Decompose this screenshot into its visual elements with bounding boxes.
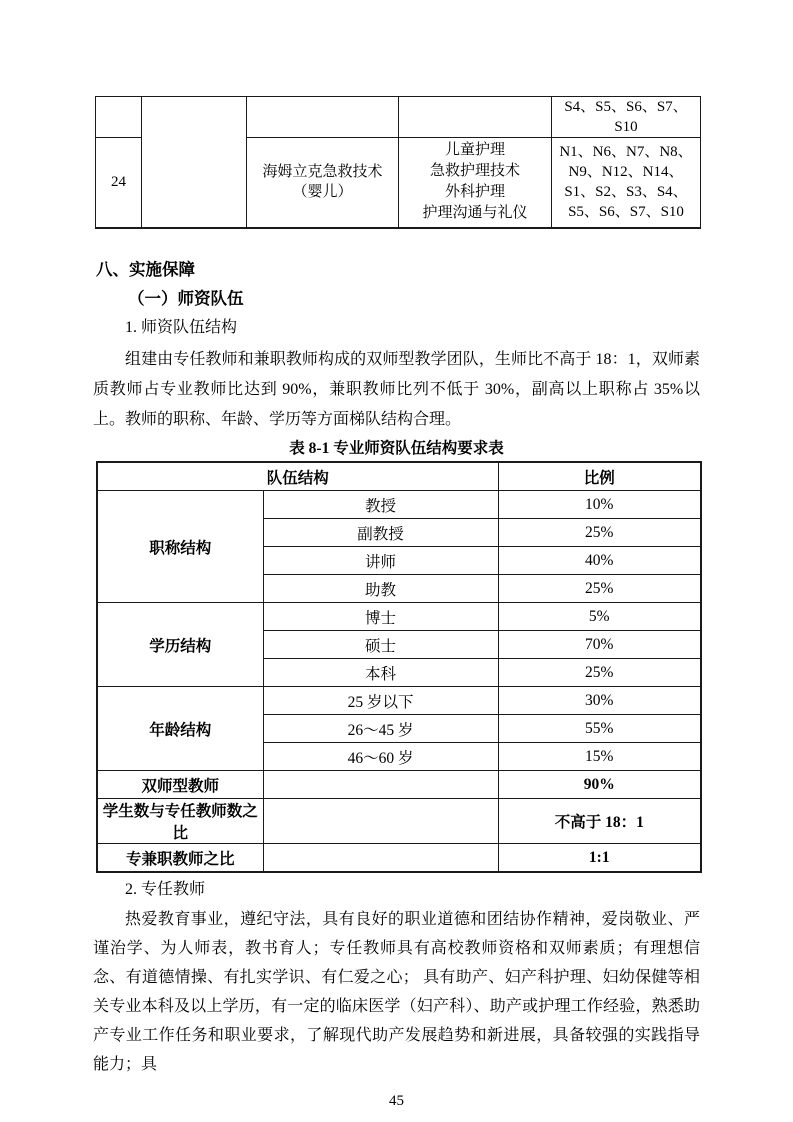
value-cell: 25% — [498, 575, 701, 603]
course-codes: N1、N6、N7、N8、N9、N12、N14、S1、S2、S3、S4、S5、S6、S7、S10 — [552, 138, 701, 228]
item-cell: 硕士 — [263, 631, 498, 659]
course-item: 外科护理 — [444, 184, 505, 201]
table-row-student-teacher-ratio — [97, 799, 701, 844]
item-cell: 副教授 — [263, 519, 498, 547]
value-cell: 25% — [498, 659, 701, 687]
value-cell: 5% — [498, 603, 701, 631]
table-row — [97, 603, 701, 631]
group-age-structure: 年龄结构 — [97, 687, 263, 771]
table-row-double-qualified — [97, 771, 701, 799]
cell-empty — [263, 844, 498, 873]
item-cell: 本科 — [263, 659, 498, 687]
header-structure: 队伍结构 — [97, 462, 498, 491]
header-ratio: 比例 — [498, 462, 701, 491]
section-heading-implementation-guarantee: 八、实施保障 — [96, 260, 195, 279]
cell-empty — [96, 97, 142, 138]
cell-empty — [263, 799, 498, 844]
row-number: 24 — [96, 138, 142, 228]
item-cell: 助教 — [263, 575, 498, 603]
item-cell: 教授 — [263, 491, 498, 519]
group-education-structure: 学历结构 — [97, 603, 263, 687]
course-codes: S4、S5、S6、S7、S10 — [552, 97, 701, 138]
course-table-continuation — [95, 96, 701, 229]
label-cell: 学生数与专任教师数之比 — [97, 799, 263, 844]
item-cell: 46～60 岁 — [263, 743, 498, 771]
course-name: 海姆立克急救技术（婴儿） — [247, 138, 399, 228]
value-cell: 15% — [498, 743, 701, 771]
value-cell: 不高于 18：1 — [498, 799, 701, 844]
subheading-fulltime-teachers: 2. 专任教师 — [125, 881, 206, 898]
label-cell: 专兼职教师之比 — [97, 844, 263, 873]
value-cell: 40% — [498, 547, 701, 575]
course-item: 急救护理技术 — [429, 163, 520, 180]
table-8-1-title: 表 8-1 专业师资队伍结构要求表 — [289, 440, 504, 457]
table-row-fulltime-parttime-ratio — [97, 844, 701, 873]
table-row — [96, 97, 701, 138]
paragraph-staff-structure: 组建由专任教师和兼职教师构成的双师型教学团队，生师比不高于 18：1，双师素质教师占专业教师比达到 90%，兼职教师比列不低于 30%，副高以上职称占 35%以上。教师的职称、年龄、学历等方面梯队结构合理。 — [93, 351, 700, 428]
label-cell: 双师型教师 — [97, 771, 263, 799]
main-content — [93, 258, 700, 1110]
value-cell: 25% — [498, 519, 701, 547]
subheading-staff-structure: 1. 师资队伍结构 — [125, 319, 238, 336]
course-item: 护理沟通与礼仪 — [422, 205, 528, 222]
group-title-structure: 职称结构 — [97, 491, 263, 603]
page-number: 45 — [389, 1093, 404, 1109]
subsection-heading-teaching-staff: （一）师资队伍 — [128, 289, 244, 308]
cell-empty — [263, 771, 498, 799]
value-cell: 90% — [498, 771, 701, 799]
table-8-1-staff-structure — [96, 461, 702, 873]
paragraph-fulltime-teachers: 热爱教育事业，遵纪守法，具有良好的职业道德和团结协作精神，爱岗敬业、严谨治学、为人师表，教书育人；专任教师具有高校教师资格和双师素质；有理想信念、有道德情操、有扎实学识、有仁爱之心； 具有助产、妇产科护理、妇幼保健等相关专业本科及以上学历，有一定的临床医学（妇产科）、助产或护理工作经验，熟悉助产专业工作任务和职业要求，了解现代助产发展趋势和新进展，具备较强的实践指导能力；具 — [93, 911, 700, 1073]
value-cell: 1:1 — [498, 844, 701, 873]
value-cell: 70% — [498, 631, 701, 659]
course-item: 儿童护理 — [444, 142, 505, 159]
item-cell: 讲师 — [263, 547, 498, 575]
value-cell: 10% — [498, 491, 701, 519]
course-list — [399, 138, 552, 228]
item-cell: 博士 — [263, 603, 498, 631]
table-row — [97, 687, 701, 715]
value-cell: 55% — [498, 715, 701, 743]
item-cell: 25 岁以下 — [263, 687, 498, 715]
value-cell: 30% — [498, 687, 701, 715]
table-row — [97, 491, 701, 519]
table-header-row — [97, 462, 701, 491]
cell-empty — [247, 97, 399, 138]
item-cell: 26～45 岁 — [263, 715, 498, 743]
cell-empty — [399, 97, 552, 138]
cell-empty-merged — [142, 97, 247, 228]
